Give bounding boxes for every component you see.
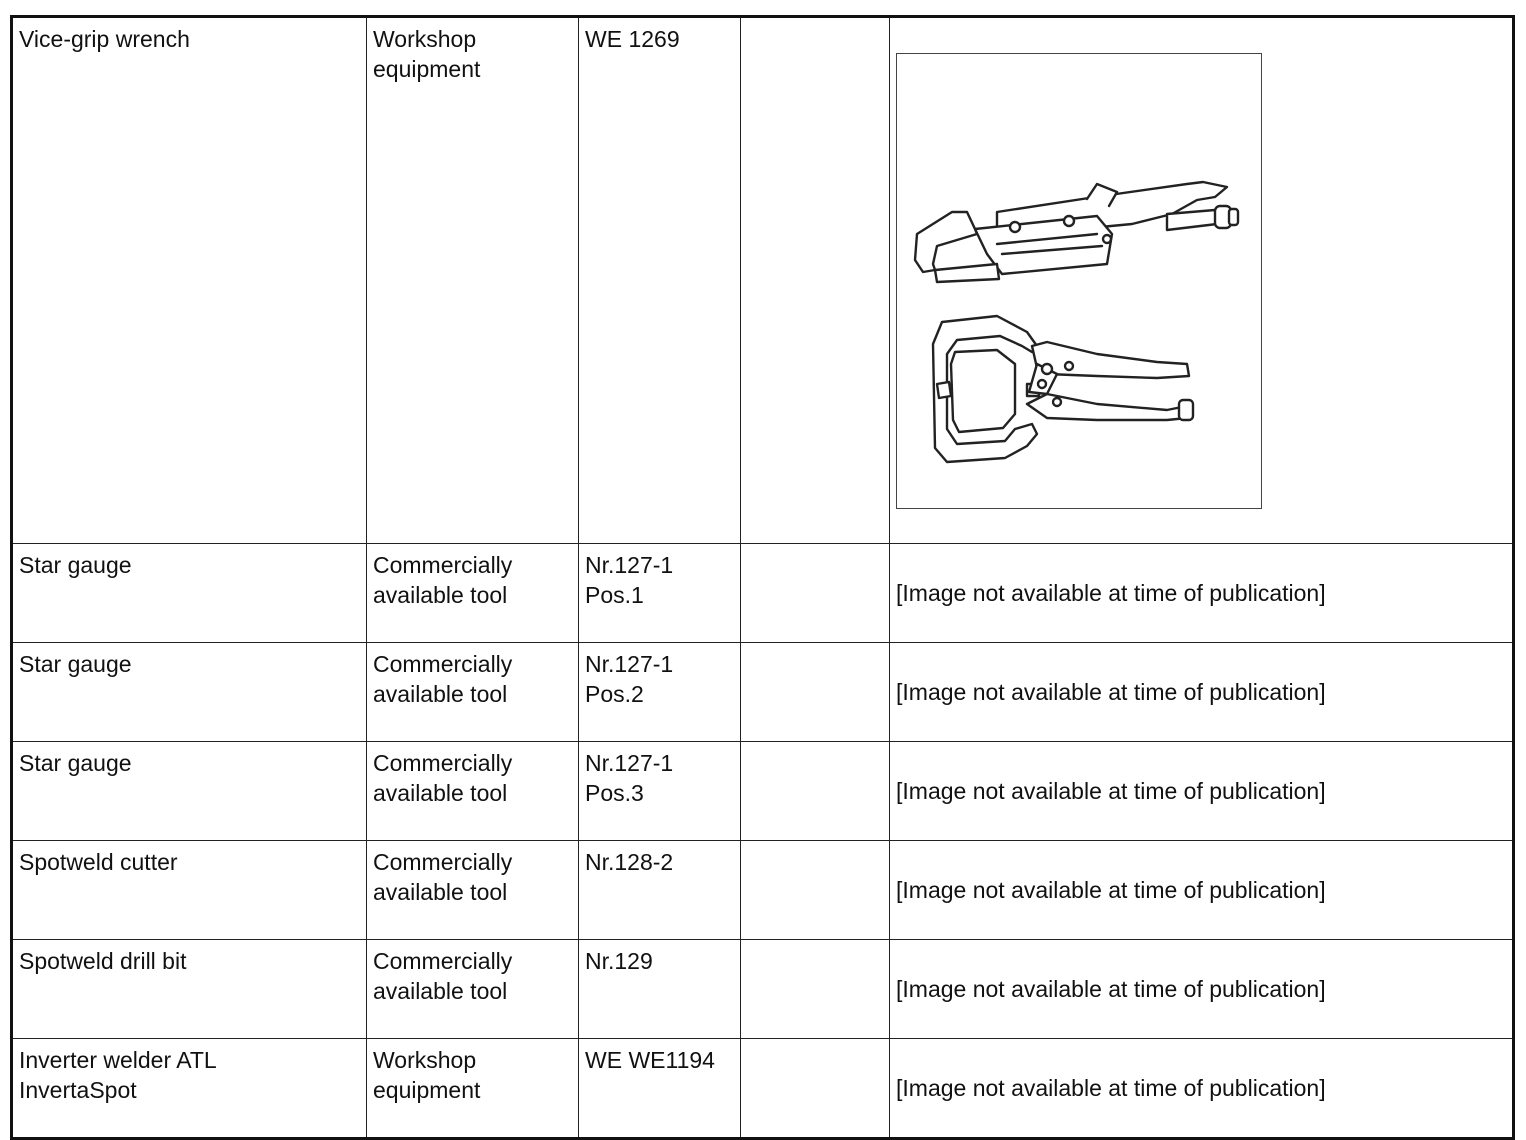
tool-image-cell	[890, 1039, 1514, 1139]
tool-extra-cell	[741, 643, 890, 742]
tool-extra-cell	[741, 1039, 890, 1139]
vice-grip-wrench-icon	[897, 84, 1261, 538]
tool-name-cell: Vice-grip wrench	[12, 17, 367, 544]
image-unavailable-text: [Image not available at time of publication]	[896, 877, 1326, 903]
tool-part-number-cell: Nr.127-1 Pos.2	[579, 643, 741, 742]
tool-name-cell: Spotweld cutter	[12, 841, 367, 940]
tool-image-cell	[890, 841, 1514, 940]
image-unavailable-text: [Image not available at time of publication]	[896, 1075, 1326, 1101]
tool-extra-cell	[741, 544, 890, 643]
table-row	[12, 544, 1514, 643]
tool-extra-cell	[741, 940, 890, 1039]
tool-image-cell	[890, 17, 1514, 544]
vice-grip-wrench-illustration	[896, 53, 1262, 509]
table-row	[12, 742, 1514, 841]
tool-category-cell: Commercially available tool	[367, 742, 579, 841]
tool-part-number-cell: WE WE1194	[579, 1039, 741, 1139]
tool-name-cell: Star gauge	[12, 742, 367, 841]
tool-category-cell: Commercially available tool	[367, 544, 579, 643]
tool-category-cell: Workshop equipment	[367, 1039, 579, 1139]
tool-part-number-cell: Nr.127-1 Pos.3	[579, 742, 741, 841]
tool-image-cell	[890, 742, 1514, 841]
image-unavailable-text: [Image not available at time of publication]	[896, 580, 1326, 606]
tool-image-cell	[890, 940, 1514, 1039]
tool-name-cell: Inverter welder ATL InvertaSpot	[12, 1039, 367, 1139]
tool-name-cell: Spotweld drill bit	[12, 940, 367, 1039]
tool-name-cell: Star gauge	[12, 643, 367, 742]
tool-extra-cell	[741, 17, 890, 544]
tool-part-number-cell: WE 1269	[579, 17, 741, 544]
image-unavailable-text: [Image not available at time of publication]	[896, 778, 1326, 804]
image-unavailable-text: [Image not available at time of publication]	[896, 679, 1326, 705]
tool-category-cell: Commercially available tool	[367, 841, 579, 940]
tool-category-cell: Commercially available tool	[367, 643, 579, 742]
table-row	[12, 841, 1514, 940]
table-row	[12, 643, 1514, 742]
tool-part-number-cell: Nr.128-2	[579, 841, 741, 940]
tool-image-cell	[890, 643, 1514, 742]
tool-extra-cell	[741, 742, 890, 841]
tool-part-number-cell: Nr.129	[579, 940, 741, 1039]
table-row	[12, 940, 1514, 1039]
tool-extra-cell	[741, 841, 890, 940]
tools-table	[10, 15, 1515, 1140]
table-row	[12, 17, 1514, 544]
tool-name-cell: Star gauge	[12, 544, 367, 643]
table-row	[12, 1039, 1514, 1139]
tool-image-cell	[890, 544, 1514, 643]
tool-category-cell: Commercially available tool	[367, 940, 579, 1039]
tool-part-number-cell: Nr.127-1 Pos.1	[579, 544, 741, 643]
tool-category-cell: Workshop equipment	[367, 17, 579, 544]
image-unavailable-text: [Image not available at time of publication]	[896, 976, 1326, 1002]
